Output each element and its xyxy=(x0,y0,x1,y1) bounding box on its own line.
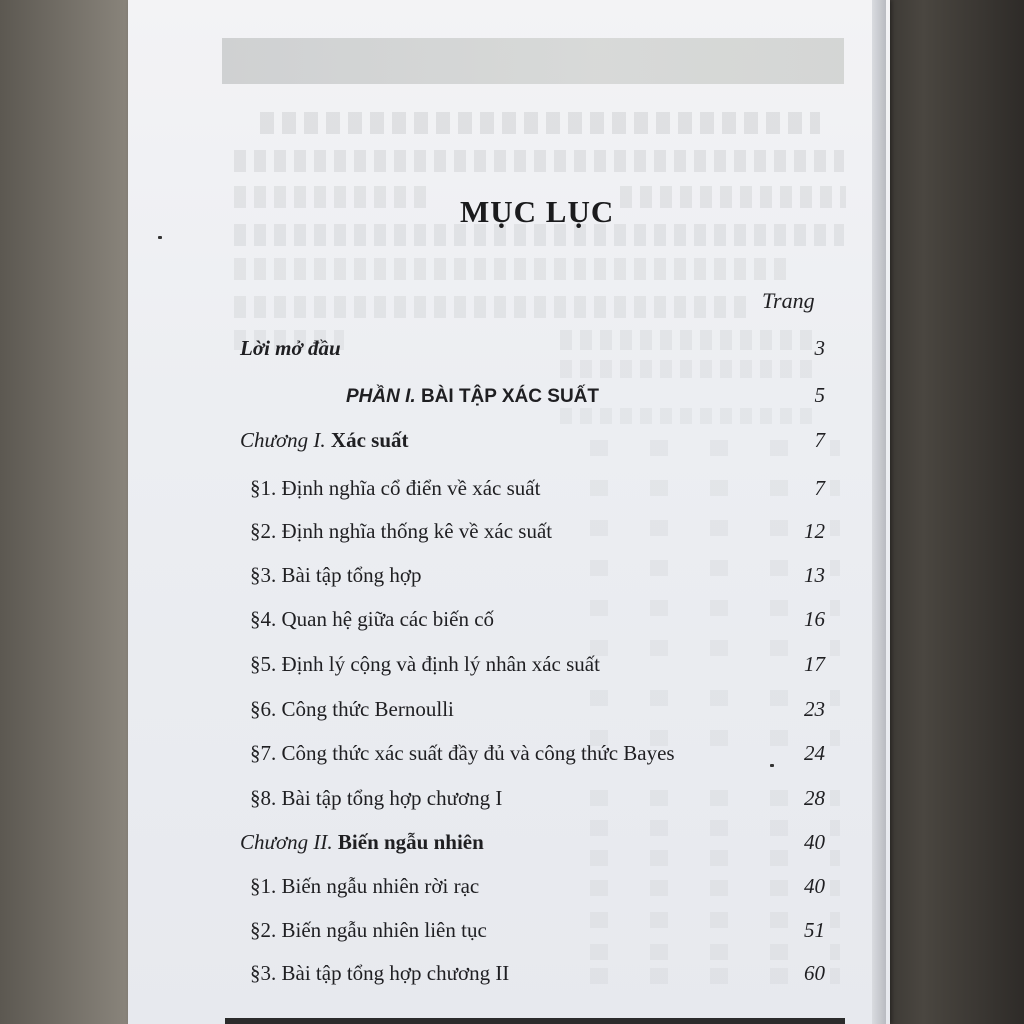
toc-entry-page: 28 xyxy=(804,786,825,810)
toc-entry xyxy=(0,874,1024,904)
part-number: PHẦN I. xyxy=(346,386,421,407)
toc-entry-label: §4. Quan hệ giữa các biến cố xyxy=(250,607,495,631)
toc-entry-page: 60 xyxy=(804,961,825,985)
toc-entry-page: 7 xyxy=(814,428,825,452)
toc-entry-page: 13 xyxy=(804,563,825,587)
toc-entry xyxy=(0,786,1024,816)
toc-entry-page: 51 xyxy=(804,918,825,942)
toc-entry-page: 23 xyxy=(804,697,825,721)
chapter-title: Xác suất xyxy=(330,428,409,452)
background-left xyxy=(0,0,130,1024)
toc-entry-page: 5 xyxy=(814,383,825,407)
toc-title: MỤC LỤC xyxy=(460,194,615,229)
toc-entry xyxy=(0,519,1024,549)
toc-entry-page: 3 xyxy=(814,336,825,360)
toc-entry-label: §5. Định lý cộng và định lý nhân xác suất xyxy=(250,652,600,676)
toc-chapter xyxy=(0,830,1024,860)
toc-entry xyxy=(0,563,1024,593)
toc-entry-page: 7 xyxy=(814,476,825,500)
toc-entry-page: 40 xyxy=(804,874,825,898)
toc-entry xyxy=(0,961,1024,991)
toc-entry-page: 12 xyxy=(804,519,825,543)
toc-part-heading xyxy=(0,383,1024,413)
toc-entry xyxy=(0,918,1024,948)
toc-entry-label: §8. Bài tập tổng hợp chương I xyxy=(250,786,503,810)
toc-entry-label: §3. Bài tập tổng hợp xyxy=(250,563,422,587)
background-right xyxy=(880,0,1024,1024)
chapter-number: Chương I. xyxy=(240,428,326,452)
toc-entry xyxy=(0,476,1024,506)
toc-entry xyxy=(0,697,1024,727)
toc-entry-label: §2. Định nghĩa thống kê về xác suất xyxy=(250,519,553,543)
show-through-header-band xyxy=(222,38,844,84)
chapter-title: Biến ngẫu nhiên xyxy=(337,830,484,854)
speck xyxy=(158,236,162,239)
toc-entry-label: §6. Công thức Bernoulli xyxy=(250,697,454,721)
chapter-number: Chương II. xyxy=(240,830,333,854)
toc-entry-label: §1. Biến ngẫu nhiên rời rạc xyxy=(250,874,480,898)
toc-entry-label: §2. Biến ngẫu nhiên liên tục xyxy=(250,918,487,942)
page-column-header: Trang xyxy=(762,288,815,313)
toc-entry-label: Lời mở đầu xyxy=(240,336,341,360)
toc-entry xyxy=(0,336,1024,366)
toc-entry xyxy=(0,607,1024,637)
toc-entry-page: 24 xyxy=(804,741,825,765)
bottom-rule xyxy=(225,1018,845,1024)
toc-entry-label: §1. Định nghĩa cổ điển về xác suất xyxy=(250,476,541,500)
toc-entry-label: §7. Công thức xác suất đầy đủ và công thức Bayes xyxy=(250,741,675,765)
toc-entry-page: 16 xyxy=(804,607,825,631)
page-edge xyxy=(872,0,886,1024)
toc-entry-label: §3. Bài tập tổng hợp chương II xyxy=(250,961,510,985)
toc-chapter xyxy=(0,428,1024,458)
toc-entry xyxy=(0,741,1024,771)
toc-entry-page: 40 xyxy=(804,830,825,854)
part-title: BÀI TẬP XÁC SUẤT xyxy=(420,386,600,407)
toc-entry xyxy=(0,652,1024,682)
toc-entry-page: 17 xyxy=(804,652,825,676)
